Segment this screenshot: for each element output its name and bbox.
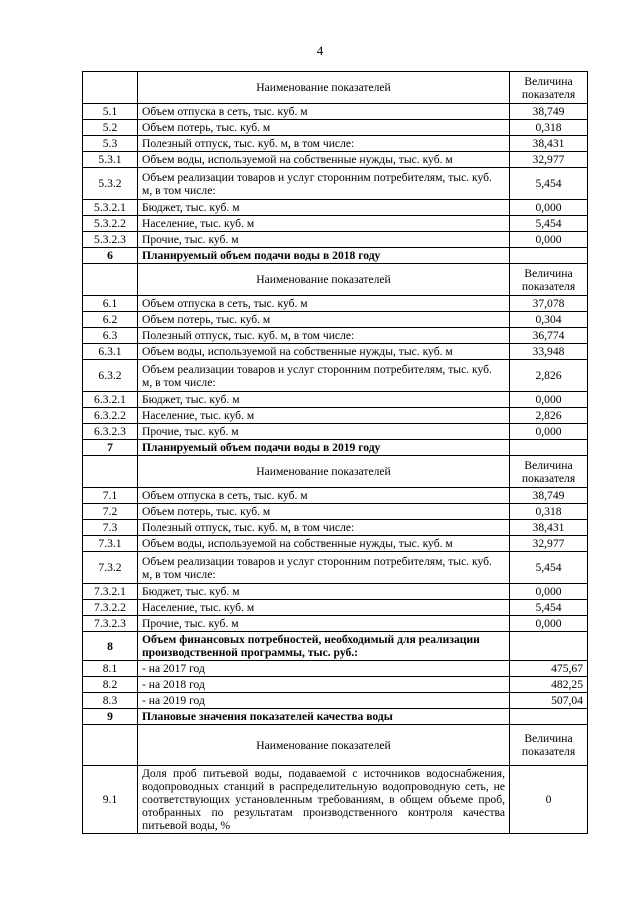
row-number-cell	[83, 264, 138, 296]
indicator-name: Население, тыс. куб. м	[138, 408, 510, 424]
row-number: 9.1	[83, 766, 138, 834]
indicator-name: Объем воды, используемой на собственные нужды, тыс. куб. м	[138, 152, 510, 168]
row-number: 6.3.2	[83, 360, 138, 392]
row-number: 6.3.2.3	[83, 424, 138, 440]
indicator-name: Объем воды, используемой на собственные нужды, тыс. куб. м	[138, 344, 510, 360]
indicator-name: Бюджет, тыс. куб. м	[138, 584, 510, 600]
row-number: 5.3	[83, 136, 138, 152]
indicator-value: 0,000	[510, 584, 588, 600]
indicator-value: 0,000	[510, 232, 588, 248]
indicator-value: 32,977	[510, 152, 588, 168]
table-row	[83, 296, 588, 312]
indicator-name: Объем реализации товаров и услуг сторонним потребителям, тыс. куб. м, в том числе:	[138, 360, 510, 392]
indicator-value: 0,000	[510, 616, 588, 632]
column-header-value: Величина показателя	[510, 725, 588, 766]
row-number-cell	[83, 72, 138, 104]
indicator-value: 32,977	[510, 536, 588, 552]
value-cell	[510, 709, 588, 725]
row-number: 6.1	[83, 296, 138, 312]
column-header-value: Величина показателя	[510, 264, 588, 296]
indicator-name: Прочие, тыс. куб. м	[138, 424, 510, 440]
row-number: 6.3.2.2	[83, 408, 138, 424]
column-header-name: Наименование показателей	[138, 264, 510, 296]
indicator-value: 38,431	[510, 136, 588, 152]
indicator-name: Объем потерь, тыс. куб. м	[138, 312, 510, 328]
row-number-cell	[83, 725, 138, 766]
indicator-name: Объем отпуска в сеть, тыс. куб. м	[138, 104, 510, 120]
section-title: Планируемый объем подачи воды в 2018 году	[138, 248, 510, 264]
indicator-name: - на 2018 год	[138, 677, 510, 693]
indicator-name: Доля проб питьевой воды, подаваемой с источников водоснабжения, водопроводных станций в распределительную водопроводную сеть, не соответствующих установленным требованиям, в общем объеме проб, отобранных по результатам производственного контроля качества питьевой воды, %	[138, 766, 510, 834]
table-row	[83, 504, 588, 520]
row-number: 7.3.2	[83, 552, 138, 584]
table-row	[83, 766, 588, 834]
row-number: 6.3.1	[83, 344, 138, 360]
section-number: 6	[83, 248, 138, 264]
row-number: 6.3.2.1	[83, 392, 138, 408]
table-row	[83, 408, 588, 424]
row-number: 7.3	[83, 520, 138, 536]
indicator-value: 0	[510, 766, 588, 834]
indicator-name: Прочие, тыс. куб. м	[138, 232, 510, 248]
indicator-value: 36,774	[510, 328, 588, 344]
column-header-value: Величина показателя	[510, 456, 588, 488]
row-number: 7.3.2.1	[83, 584, 138, 600]
indicator-name: Население, тыс. куб. м	[138, 600, 510, 616]
indicator-name: Объем воды, используемой на собственные нужды, тыс. куб. м	[138, 536, 510, 552]
indicator-value: 5,454	[510, 552, 588, 584]
table-row	[83, 584, 588, 600]
section-number: 9	[83, 709, 138, 725]
indicator-name: Полезный отпуск, тыс. куб. м, в том числе:	[138, 328, 510, 344]
indicator-value: 37,078	[510, 296, 588, 312]
section-title: Планируемый объем подачи воды в 2019 году	[138, 440, 510, 456]
table-row	[83, 120, 588, 136]
table-row	[83, 344, 588, 360]
row-number: 5.3.2.2	[83, 216, 138, 232]
indicator-name: Население, тыс. куб. м	[138, 216, 510, 232]
indicator-name: Объем потерь, тыс. куб. м	[138, 120, 510, 136]
indicators-table	[82, 71, 588, 834]
indicator-name: Объем потерь, тыс. куб. м	[138, 504, 510, 520]
row-number: 5.2	[83, 120, 138, 136]
row-number: 5.1	[83, 104, 138, 120]
value-cell	[510, 632, 588, 661]
indicator-name: Бюджет, тыс. куб. м	[138, 392, 510, 408]
table-row	[83, 136, 588, 152]
row-number-cell	[83, 456, 138, 488]
table-row	[83, 312, 588, 328]
table-row	[83, 693, 588, 709]
indicator-value: 475,67	[510, 661, 588, 677]
indicator-name: - на 2019 год	[138, 693, 510, 709]
row-number: 7.3.1	[83, 536, 138, 552]
table-row	[83, 536, 588, 552]
table-row	[83, 552, 588, 584]
column-header-value: Величина показателя	[510, 72, 588, 104]
indicator-value: 482,25	[510, 677, 588, 693]
row-number: 6.3	[83, 328, 138, 344]
section-title: Плановые значения показателей качества воды	[138, 709, 510, 725]
indicator-value: 0,318	[510, 120, 588, 136]
section-number: 8	[83, 632, 138, 661]
row-number: 7.2	[83, 504, 138, 520]
column-header-name: Наименование показателей	[138, 725, 510, 766]
row-number: 7.1	[83, 488, 138, 504]
table-row	[83, 661, 588, 677]
row-number: 8.2	[83, 677, 138, 693]
row-number: 8.1	[83, 661, 138, 677]
indicator-value: 38,749	[510, 104, 588, 120]
row-number: 5.3.2.1	[83, 200, 138, 216]
row-number: 5.3.2.3	[83, 232, 138, 248]
indicator-value: 0,000	[510, 200, 588, 216]
indicator-value: 507,04	[510, 693, 588, 709]
section-row	[83, 709, 588, 725]
table-row	[83, 392, 588, 408]
table-row	[83, 600, 588, 616]
page-number: 4	[316, 43, 324, 58]
indicator-value: 0,318	[510, 504, 588, 520]
value-cell	[510, 440, 588, 456]
table-row	[83, 200, 588, 216]
row-number: 7.3.2.3	[83, 616, 138, 632]
table-row	[83, 677, 588, 693]
indicator-value: 38,749	[510, 488, 588, 504]
indicator-name: Полезный отпуск, тыс. куб. м, в том числе:	[138, 136, 510, 152]
table-row	[83, 488, 588, 504]
indicator-name: Объем реализации товаров и услуг сторонним потребителям, тыс. куб. м, в том числе:	[138, 168, 510, 200]
table-row	[83, 168, 588, 200]
indicator-name: Объем реализации товаров и услуг сторонним потребителям, тыс. куб. м, в том числе:	[138, 552, 510, 584]
table-row	[83, 104, 588, 120]
table-row	[83, 232, 588, 248]
indicator-value: 38,431	[510, 520, 588, 536]
column-header-name: Наименование показателей	[138, 456, 510, 488]
indicator-value: 2,826	[510, 408, 588, 424]
header-row	[83, 456, 588, 488]
header-row	[83, 72, 588, 104]
indicator-name: Объем отпуска в сеть, тыс. куб. м	[138, 296, 510, 312]
section-row	[83, 440, 588, 456]
indicator-value: 5,454	[510, 216, 588, 232]
indicator-value: 2,826	[510, 360, 588, 392]
table-row	[83, 520, 588, 536]
column-header-name: Наименование показателей	[138, 72, 510, 104]
indicator-value: 5,454	[510, 168, 588, 200]
table-row	[83, 360, 588, 392]
table-row	[83, 216, 588, 232]
indicator-value: 5,454	[510, 600, 588, 616]
indicator-name: - на 2017 год	[138, 661, 510, 677]
table-row	[83, 424, 588, 440]
indicator-name: Объем отпуска в сеть, тыс. куб. м	[138, 488, 510, 504]
indicator-name: Полезный отпуск, тыс. куб. м, в том числе:	[138, 520, 510, 536]
row-number: 5.3.1	[83, 152, 138, 168]
section-number: 7	[83, 440, 138, 456]
indicator-value: 0,000	[510, 392, 588, 408]
indicator-value: 33,948	[510, 344, 588, 360]
section-row	[83, 632, 588, 661]
table-row	[83, 328, 588, 344]
value-cell	[510, 248, 588, 264]
header-row	[83, 725, 588, 766]
indicator-name: Прочие, тыс. куб. м	[138, 616, 510, 632]
row-number: 7.3.2.2	[83, 600, 138, 616]
table-row	[83, 152, 588, 168]
indicator-value: 0,304	[510, 312, 588, 328]
header-row	[83, 264, 588, 296]
section-title: Объем финансовых потребностей, необходимый для реализации производственной программы, тыс. руб.:	[138, 632, 510, 661]
row-number: 6.2	[83, 312, 138, 328]
section-row	[83, 248, 588, 264]
indicator-name: Бюджет, тыс. куб. м	[138, 200, 510, 216]
row-number: 5.3.2	[83, 168, 138, 200]
row-number: 8.3	[83, 693, 138, 709]
indicator-value: 0,000	[510, 424, 588, 440]
table-row	[83, 616, 588, 632]
